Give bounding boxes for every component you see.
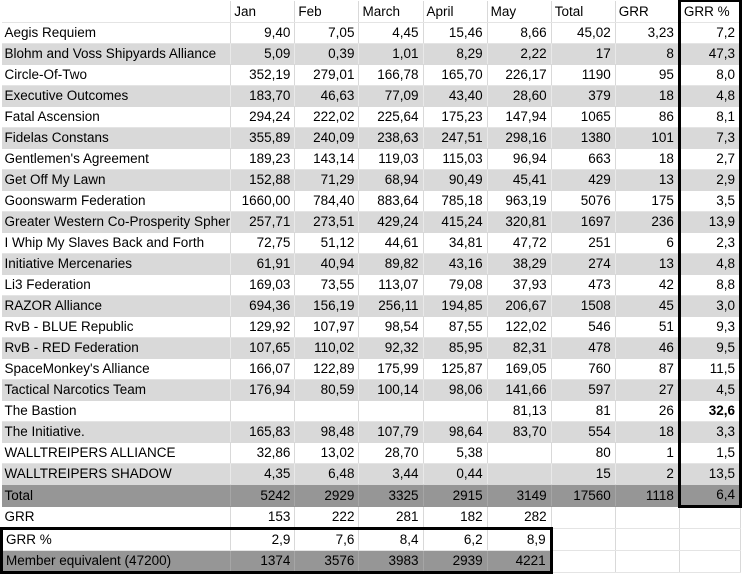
cell[interactable]: 90,49	[423, 170, 487, 191]
cell[interactable]: 18	[615, 86, 679, 107]
cell[interactable]: 98,48	[295, 422, 359, 443]
cell[interactable]	[295, 401, 359, 422]
cell[interactable]: 47,3	[679, 44, 740, 65]
table-row	[2, 338, 741, 359]
cell[interactable]: 473	[551, 275, 615, 296]
table-row	[2, 275, 741, 296]
cell[interactable]: 92,32	[359, 338, 423, 359]
cell[interactable]: 298,16	[487, 128, 551, 149]
cell[interactable]: 240,09	[295, 128, 359, 149]
cell[interactable]: 18	[615, 149, 679, 170]
cell[interactable]: 37,93	[487, 275, 551, 296]
cell[interactable]	[615, 507, 679, 529]
column-header-feb[interactable]: Feb	[295, 1, 359, 23]
cell[interactable]: 42	[615, 275, 679, 296]
row-label[interactable]: The Bastion	[2, 401, 231, 422]
cell[interactable]: 32,86	[231, 443, 295, 464]
column-header-grr-[interactable]: GRR %	[679, 1, 740, 23]
cell[interactable]: 1,01	[359, 44, 423, 65]
row-label[interactable]: RvB - BLUE Republic	[2, 317, 231, 338]
cell[interactable]: 13	[615, 170, 679, 191]
cell[interactable]: 8,0	[679, 65, 740, 86]
cell[interactable]: 107,79	[359, 422, 423, 443]
cell[interactable]	[679, 551, 740, 573]
cell[interactable]: 785,18	[423, 191, 487, 212]
cell[interactable]: 15,46	[423, 23, 487, 44]
cell[interactable]: 379	[551, 86, 615, 107]
cell[interactable]: 9,3	[679, 317, 740, 338]
table-row	[2, 149, 741, 170]
cell[interactable]: 1374	[231, 551, 295, 573]
cell[interactable]: 8,9	[487, 529, 551, 551]
table-row	[2, 507, 741, 529]
cell[interactable]: 11,5	[679, 359, 740, 380]
cell[interactable]: 0,44	[423, 464, 487, 485]
cell[interactable]: 43,40	[423, 86, 487, 107]
cell[interactable]: 119,03	[359, 149, 423, 170]
cell[interactable]: 3325	[359, 485, 423, 507]
cell[interactable]: 429,24	[359, 212, 423, 233]
cell[interactable]: 597	[551, 380, 615, 401]
cell[interactable]: 13,02	[295, 443, 359, 464]
cell[interactable]: 2,22	[487, 44, 551, 65]
row-label[interactable]: Executive Outcomes	[2, 86, 231, 107]
cell[interactable]: 3,23	[615, 23, 679, 44]
cell[interactable]: 72,75	[231, 233, 295, 254]
column-header-jan[interactable]: Jan	[231, 1, 295, 23]
cell[interactable]: 281	[359, 507, 423, 529]
row-label[interactable]: GRR %	[2, 529, 231, 551]
cell[interactable]: 206,67	[487, 296, 551, 317]
cell[interactable]	[551, 551, 615, 573]
cell[interactable]: 663	[551, 149, 615, 170]
cell[interactable]: 0,39	[295, 44, 359, 65]
row-label[interactable]: The Initiative.	[2, 422, 231, 443]
table-row	[2, 296, 741, 317]
cell[interactable]: 87,55	[423, 317, 487, 338]
cell[interactable]: 257,71	[231, 212, 295, 233]
cell[interactable]: 28,70	[359, 443, 423, 464]
cell[interactable]: 79,08	[423, 275, 487, 296]
row-label[interactable]: Fidelas Constans	[2, 128, 231, 149]
cell[interactable]: 143,14	[295, 149, 359, 170]
cell[interactable]: 71,29	[295, 170, 359, 191]
cell[interactable]: 2,7	[679, 149, 740, 170]
cell[interactable]: 96,94	[487, 149, 551, 170]
cell[interactable]: 8,8	[679, 275, 740, 296]
cell[interactable]: 101	[615, 128, 679, 149]
cell[interactable]: 1380	[551, 128, 615, 149]
cell[interactable]: 51,12	[295, 233, 359, 254]
header-row	[2, 1, 741, 23]
row-label[interactable]: Initiative Mercenaries	[2, 254, 231, 275]
cell[interactable]: 2915	[423, 485, 487, 507]
cell[interactable]: 355,89	[231, 128, 295, 149]
row-label[interactable]: Circle-Of-Two	[2, 65, 231, 86]
cell[interactable]: 85,95	[423, 338, 487, 359]
cell[interactable]: 83,70	[487, 422, 551, 443]
cell[interactable]: 279,01	[295, 65, 359, 86]
cell[interactable]: 760	[551, 359, 615, 380]
cell[interactable]: 122,89	[295, 359, 359, 380]
cell[interactable]: 8,4	[359, 529, 423, 551]
cell[interactable]: 107,97	[295, 317, 359, 338]
row-label[interactable]: Member equivalent (47200)	[2, 551, 231, 573]
cell[interactable]: 51	[615, 317, 679, 338]
table-row	[2, 191, 741, 212]
cell[interactable]: 40,94	[295, 254, 359, 275]
cell[interactable]: 554	[551, 422, 615, 443]
cell[interactable]: 165,70	[423, 65, 487, 86]
cell[interactable]: 17560	[551, 485, 615, 507]
cell[interactable]: 352,19	[231, 65, 295, 86]
table-row	[2, 443, 741, 464]
cell[interactable]: 4,8	[679, 86, 740, 107]
cell[interactable]: 4,35	[231, 464, 295, 485]
cell[interactable]: 7,3	[679, 128, 740, 149]
cell[interactable]: 98,64	[423, 422, 487, 443]
cell[interactable]: 165,83	[231, 422, 295, 443]
cell[interactable]: 13	[615, 254, 679, 275]
cell[interactable]: 2	[615, 464, 679, 485]
row-label[interactable]: Tactical Narcotics Team	[2, 380, 231, 401]
cell[interactable]: 5242	[231, 485, 295, 507]
cell[interactable]	[615, 529, 679, 551]
cell[interactable]: 429	[551, 170, 615, 191]
table-row	[2, 65, 741, 86]
cell[interactable]: 694,36	[231, 296, 295, 317]
row-label[interactable]: RAZOR Alliance	[2, 296, 231, 317]
cell[interactable]: 4221	[487, 551, 551, 573]
cell[interactable]: 13,9	[679, 212, 740, 233]
cell[interactable]: 32,6	[679, 401, 740, 422]
cell[interactable]: 166,07	[231, 359, 295, 380]
cell[interactable]	[487, 443, 551, 464]
cell[interactable]	[679, 529, 740, 551]
cell[interactable]: 61,91	[231, 254, 295, 275]
cell[interactable]: 546	[551, 317, 615, 338]
table-row	[2, 359, 741, 380]
cell[interactable]: 7,2	[679, 23, 740, 44]
table-row	[2, 422, 741, 443]
table-row	[2, 464, 741, 485]
cell[interactable]	[487, 464, 551, 485]
cell[interactable]: 81,13	[487, 401, 551, 422]
cell[interactable]: 294,24	[231, 107, 295, 128]
cell[interactable]: 226,17	[487, 65, 551, 86]
cell[interactable]	[231, 401, 295, 422]
cell[interactable]: 43,16	[423, 254, 487, 275]
row-label[interactable]: Goonswarm Federation	[2, 191, 231, 212]
row-label[interactable]: Li3 Federation	[2, 275, 231, 296]
cell[interactable]: 320,81	[487, 212, 551, 233]
cell[interactable]: 883,64	[359, 191, 423, 212]
cell[interactable]: 1	[615, 443, 679, 464]
cell[interactable]: 182	[423, 507, 487, 529]
cell[interactable]: 963,19	[487, 191, 551, 212]
cell[interactable]: 4,8	[679, 254, 740, 275]
row-label[interactable]: I Whip My Slaves Back and Forth	[2, 233, 231, 254]
cell[interactable]: 46	[615, 338, 679, 359]
cell[interactable]: 222,02	[295, 107, 359, 128]
cell[interactable]: 2929	[295, 485, 359, 507]
cell[interactable]: 169,05	[487, 359, 551, 380]
cell[interactable]: 7,6	[295, 529, 359, 551]
row-label[interactable]: SpaceMonkey's Alliance	[2, 359, 231, 380]
cell[interactable]: 236	[615, 212, 679, 233]
cell[interactable]: 247,51	[423, 128, 487, 149]
cell[interactable]: 122,02	[487, 317, 551, 338]
row-label[interactable]: Gentlemen's Agreement	[2, 149, 231, 170]
cell[interactable]: 2,3	[679, 233, 740, 254]
cell[interactable]: 1118	[615, 485, 679, 507]
column-header-grr[interactable]: GRR	[615, 1, 679, 23]
cell[interactable]	[359, 401, 423, 422]
cell[interactable]: 115,03	[423, 149, 487, 170]
cell[interactable]: 80,59	[295, 380, 359, 401]
cell[interactable]: 478	[551, 338, 615, 359]
cell[interactable]: 6	[615, 233, 679, 254]
cell[interactable]: 9,5	[679, 338, 740, 359]
cell[interactable]: 189,23	[231, 149, 295, 170]
cell[interactable]: 44,61	[359, 233, 423, 254]
cell[interactable]: 156,19	[295, 296, 359, 317]
cell[interactable]: 2,9	[679, 170, 740, 191]
cell[interactable]	[423, 401, 487, 422]
cell[interactable]: 5076	[551, 191, 615, 212]
cell[interactable]: 15	[551, 464, 615, 485]
corner-cell[interactable]	[2, 1, 231, 23]
cell[interactable]: 68,94	[359, 170, 423, 191]
cell[interactable]: 4,45	[359, 23, 423, 44]
cell[interactable]: 166,78	[359, 65, 423, 86]
column-header-total[interactable]: Total	[551, 1, 615, 23]
table-row	[2, 23, 741, 44]
cell[interactable]: 98,06	[423, 380, 487, 401]
cell[interactable]: 13,5	[679, 464, 740, 485]
cell[interactable]: 176,94	[231, 380, 295, 401]
cell[interactable]: 175	[615, 191, 679, 212]
cell[interactable]: 45,41	[487, 170, 551, 191]
cell[interactable]: 238,63	[359, 128, 423, 149]
cell[interactable]: 784,40	[295, 191, 359, 212]
cell[interactable]: 26	[615, 401, 679, 422]
cell[interactable]: 113,07	[359, 275, 423, 296]
cell[interactable]: 98,54	[359, 317, 423, 338]
table-row	[2, 317, 741, 338]
cell[interactable]: 3,3	[679, 422, 740, 443]
cell[interactable]: 3,5	[679, 191, 740, 212]
cell[interactable]: 415,24	[423, 212, 487, 233]
cell[interactable]: 17	[551, 44, 615, 65]
cell[interactable]: 273,51	[295, 212, 359, 233]
cell[interactable]: 95	[615, 65, 679, 86]
cell[interactable]: 86	[615, 107, 679, 128]
cell[interactable]: 183,70	[231, 86, 295, 107]
row-label[interactable]: Blohm and Voss Shipyards Alliance	[2, 44, 231, 65]
cell[interactable]: 82,31	[487, 338, 551, 359]
cell[interactable]: 6,4	[679, 485, 740, 507]
table-row	[2, 128, 741, 149]
row-label[interactable]: RvB - RED Federation	[2, 338, 231, 359]
table-row	[2, 551, 741, 573]
cell[interactable]: 34,81	[423, 233, 487, 254]
table-row	[2, 212, 741, 233]
column-header-may[interactable]: May	[487, 1, 551, 23]
cell[interactable]: 28,60	[487, 86, 551, 107]
cell[interactable]: 1660,00	[231, 191, 295, 212]
cell[interactable]: 169,03	[231, 275, 295, 296]
cell[interactable]: 3576	[295, 551, 359, 573]
cell[interactable]: 125,87	[423, 359, 487, 380]
cell[interactable]: 6,48	[295, 464, 359, 485]
cell[interactable]: 282	[487, 507, 551, 529]
row-label[interactable]: Fatal Ascension	[2, 107, 231, 128]
column-header-march[interactable]: March	[359, 1, 423, 23]
row-label[interactable]: Total	[2, 485, 231, 507]
cell[interactable]: 5,09	[231, 44, 295, 65]
table-row	[2, 529, 741, 551]
cell[interactable]: 89,82	[359, 254, 423, 275]
cell[interactable]: 3,0	[679, 296, 740, 317]
cell[interactable]: 45,02	[551, 23, 615, 44]
cell[interactable]: 256,11	[359, 296, 423, 317]
cell[interactable]: 7,05	[295, 23, 359, 44]
cell[interactable]: 251	[551, 233, 615, 254]
cell[interactable]: 153	[231, 507, 295, 529]
row-label[interactable]: Greater Western Co-Prosperity Spher	[2, 212, 231, 233]
cell[interactable]: 18	[615, 422, 679, 443]
cell[interactable]: 141,66	[487, 380, 551, 401]
cell[interactable]: 6,2	[423, 529, 487, 551]
row-label[interactable]: Aegis Requiem	[2, 23, 231, 44]
cell[interactable]: 2,9	[231, 529, 295, 551]
table-row	[2, 233, 741, 254]
cell[interactable]: 147,94	[487, 107, 551, 128]
cell[interactable]: 27	[615, 380, 679, 401]
cell[interactable]: 81	[551, 401, 615, 422]
cell[interactable]: 1065	[551, 107, 615, 128]
cell[interactable]: 8,29	[423, 44, 487, 65]
cell[interactable]: 3149	[487, 485, 551, 507]
cell[interactable]: 1508	[551, 296, 615, 317]
cell[interactable]: 45	[615, 296, 679, 317]
cell[interactable]: 1190	[551, 65, 615, 86]
cell[interactable]: 5,38	[423, 443, 487, 464]
cell[interactable]: 38,29	[487, 254, 551, 275]
row-label[interactable]: WALLTREIPERS SHADOW	[2, 464, 231, 485]
cell[interactable]: 175,23	[423, 107, 487, 128]
cell[interactable]	[615, 551, 679, 573]
cell[interactable]: 2939	[423, 551, 487, 573]
column-header-april[interactable]: April	[423, 1, 487, 23]
cell[interactable]	[679, 507, 740, 529]
row-label[interactable]: Get Off My Lawn	[2, 170, 231, 191]
cell[interactable]: 100,14	[359, 380, 423, 401]
cell[interactable]: 152,88	[231, 170, 295, 191]
cell[interactable]: 46,63	[295, 86, 359, 107]
cell[interactable]: 1,5	[679, 443, 740, 464]
cell[interactable]: 274	[551, 254, 615, 275]
table-row	[2, 44, 741, 65]
table-row	[2, 254, 741, 275]
row-label[interactable]: GRR	[2, 507, 231, 529]
cell[interactable]: 8,1	[679, 107, 740, 128]
cell[interactable]: 73,55	[295, 275, 359, 296]
row-label[interactable]: WALLTREIPERS ALLIANCE	[2, 443, 231, 464]
cell[interactable]: 9,40	[231, 23, 295, 44]
cell[interactable]: 110,02	[295, 338, 359, 359]
cell[interactable]: 225,64	[359, 107, 423, 128]
table-row	[2, 170, 741, 191]
table-row	[2, 107, 741, 128]
cell[interactable]	[551, 507, 615, 529]
cell[interactable]: 222	[295, 507, 359, 529]
cell[interactable]: 80	[551, 443, 615, 464]
cell[interactable]: 175,99	[359, 359, 423, 380]
cell[interactable]: 194,85	[423, 296, 487, 317]
cell[interactable]: 129,92	[231, 317, 295, 338]
cell[interactable]: 3,44	[359, 464, 423, 485]
cell[interactable]: 77,09	[359, 86, 423, 107]
cell[interactable]: 87	[615, 359, 679, 380]
table-row	[2, 485, 741, 507]
cell[interactable]: 8	[615, 44, 679, 65]
cell[interactable]: 107,65	[231, 338, 295, 359]
table-row	[2, 401, 741, 422]
cell[interactable]	[551, 529, 615, 551]
cell[interactable]: 1697	[551, 212, 615, 233]
table-row	[2, 86, 741, 107]
cell[interactable]: 4,5	[679, 380, 740, 401]
cell[interactable]: 8,66	[487, 23, 551, 44]
cell[interactable]: 3983	[359, 551, 423, 573]
table-row	[2, 380, 741, 401]
cell[interactable]: 47,72	[487, 233, 551, 254]
